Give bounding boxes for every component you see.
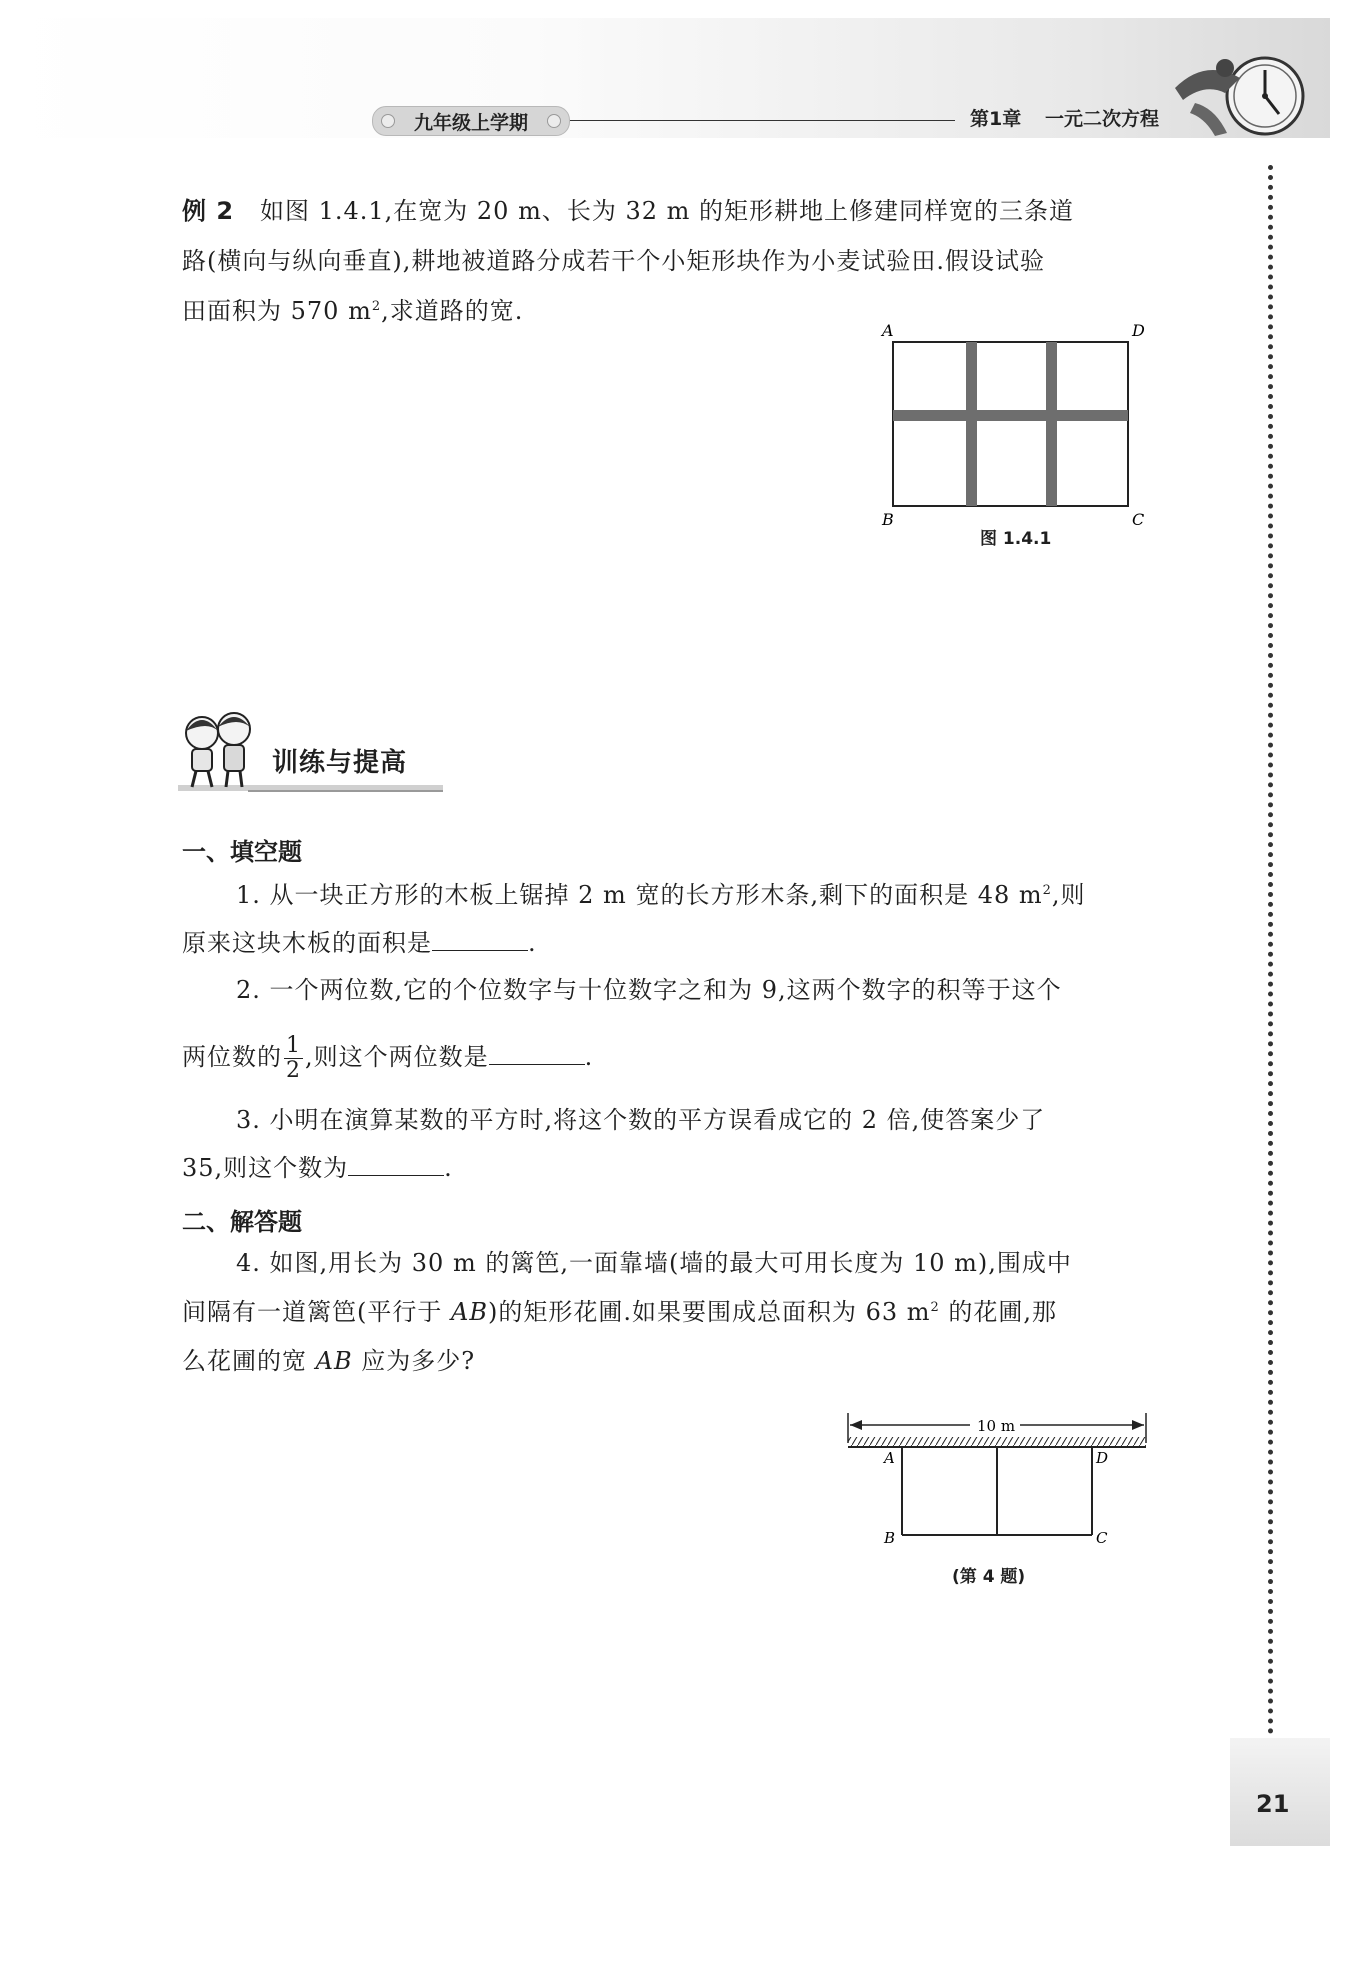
- example2-text-3: 田面积为 570 m: [182, 297, 372, 325]
- q2-text-2: 两位数的: [182, 1043, 282, 1071]
- fig1-label-b: B: [882, 510, 894, 529]
- arrowhead-right: [1132, 1420, 1144, 1430]
- q2-fraction: [284, 1034, 303, 1083]
- q2-frac-den: 2: [286, 1058, 301, 1083]
- q4-text-2c: 的花圃,那: [939, 1298, 1058, 1326]
- q1-line1: [182, 870, 1174, 920]
- road-horizontal: [893, 410, 1128, 421]
- example2-sup: 2: [371, 299, 382, 314]
- chapter-number: 第1章: [970, 108, 1022, 130]
- wall-length-label: 10 m: [977, 1417, 1016, 1435]
- q4-sup: 2: [930, 1300, 940, 1315]
- q4-ab-1: AB: [451, 1298, 488, 1326]
- q4-text-2: 间隔有一道篱笆(平行于: [182, 1298, 451, 1326]
- q4-ab-2: AB: [315, 1347, 353, 1375]
- section2-title: 二、解答题: [182, 1208, 302, 1236]
- q4-text-2b: )的矩形花圃.如果要围成总面积为 63 m: [487, 1298, 931, 1326]
- wall-hatch: [848, 1437, 1146, 1447]
- q3-line1: 3. 小明在演算某数的平方时,将这个数的平方误看成它的 2 倍,使答案少了: [236, 1106, 1046, 1134]
- road-vertical-1: [966, 342, 977, 506]
- q4-text-3: 么花圃的宽: [182, 1347, 316, 1375]
- example2-text-1: 如图 1.4.1,在宽为 20 m、长为 32 m 的矩形耕地上修建同样宽的三条道: [259, 197, 1075, 225]
- q2-line2: [182, 1032, 1174, 1083]
- figure2-caption: (第 4 题): [952, 1567, 1026, 1587]
- example2-line1: [182, 186, 1174, 236]
- training-title: 训练与提高: [272, 748, 408, 778]
- fig2-label-c: C: [1096, 1529, 1108, 1547]
- chapter-title: 一元二次方程: [1045, 108, 1160, 130]
- grade-label: 九年级上学期: [372, 106, 570, 136]
- q3-line2: [182, 1143, 1174, 1193]
- example2-line2: 路(横向与纵向垂直),耕地被道路分成若干个小矩形块作为小麦试验田.假设试验: [182, 247, 1045, 275]
- fig1-label-c: C: [1132, 510, 1145, 529]
- fig1-label-d: D: [1132, 321, 1145, 340]
- road-vertical-2: [1046, 342, 1057, 506]
- q1-text-1: 1. 从一块正方形的木板上锯掉 2 m 宽的长方形木条,剩下的面积是 48 m: [236, 881, 1043, 909]
- example2-text-3b: ,求道路的宽.: [381, 297, 524, 325]
- fig1-label-a: A: [882, 321, 894, 340]
- arrowhead-left: [850, 1420, 862, 1430]
- figure1-caption: 图 1.4.1: [980, 529, 1052, 549]
- q1-text-1b: ,则: [1051, 881, 1086, 909]
- section1-title: 一、填空题: [182, 838, 302, 866]
- page-number: 21: [1256, 1790, 1290, 1818]
- page-dotted-border: [1268, 165, 1273, 1735]
- q2-line1: 2. 一个两位数,它的个位数字与十位数字之和为 9,这两个数字的积等于这个: [236, 976, 1062, 1004]
- q4-line2: [182, 1287, 1174, 1337]
- example2-label: 例 2: [182, 197, 235, 225]
- q3-answer-blank[interactable]: [348, 1155, 444, 1176]
- figure-1-4-1: [870, 318, 1160, 548]
- q1-text-2: 原来这块木板的面积是: [182, 929, 432, 957]
- fig2-label-a: A: [884, 1449, 895, 1467]
- figure-q4: [840, 1405, 1160, 1555]
- q3-text-2b: .: [444, 1154, 453, 1182]
- compass-icon: [1165, 48, 1305, 143]
- q2-frac-num: 1: [286, 1033, 301, 1058]
- q2-text-2b: ,则这个两位数是: [305, 1043, 489, 1071]
- field-rectangle: [893, 342, 1128, 506]
- q4-line3: [182, 1336, 1174, 1386]
- fig2-label-b: B: [884, 1529, 896, 1547]
- fig2-label-d: D: [1096, 1449, 1109, 1467]
- q1-answer-blank[interactable]: [432, 930, 528, 951]
- q2-text-2c: .: [584, 1043, 594, 1071]
- q4-line1: 4. 如图,用长为 30 m 的篱笆,一面靠墙(墙的最大可用长度为 10 m),围成中: [236, 1249, 1072, 1277]
- q3-text-2: 35,则这个数为: [182, 1154, 349, 1182]
- q4-text-3b: 应为多少?: [352, 1347, 476, 1375]
- header-divider: [570, 120, 955, 121]
- q2-answer-blank[interactable]: [489, 1044, 585, 1065]
- q1-text-2b: .: [528, 929, 537, 957]
- q1-line2: [182, 918, 1174, 968]
- q1-sup: 2: [1042, 883, 1052, 898]
